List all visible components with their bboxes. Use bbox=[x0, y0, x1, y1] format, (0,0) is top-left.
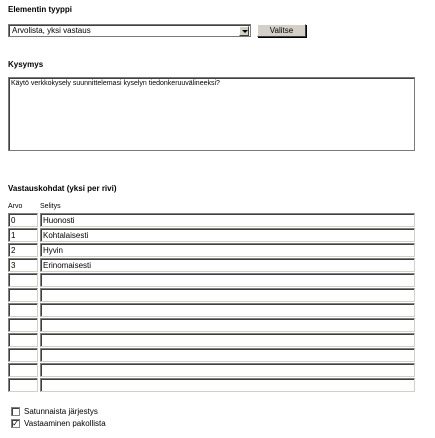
element-type-select[interactable] bbox=[8, 24, 251, 37]
question-textarea[interactable]: Käytö verkkokysely suunnittelemasi kyselyn tiedonkeruuvälineeksi? bbox=[8, 77, 415, 151]
question-title: Kysymys bbox=[8, 60, 44, 69]
answer-description-input[interactable] bbox=[40, 348, 415, 362]
answer-description-input[interactable]: Kohtalaisesti bbox=[40, 228, 415, 242]
answers-title: Vastauskohdat (yksi per rivi) bbox=[8, 184, 117, 193]
element-type-title: Elementin tyyppi bbox=[8, 5, 73, 14]
answer-value-input[interactable]: 3 bbox=[8, 258, 38, 272]
answer-description-input[interactable] bbox=[40, 303, 415, 317]
answer-value-input[interactable] bbox=[8, 348, 38, 362]
answer-value-input[interactable] bbox=[8, 318, 38, 332]
element-type-selected: Arvolista, yksi vastaus bbox=[12, 26, 91, 35]
value-column-header: Arvo bbox=[8, 203, 23, 210]
select-button[interactable]: Valitse bbox=[257, 24, 306, 37]
answer-description-input[interactable] bbox=[40, 333, 415, 347]
answer-description-input[interactable] bbox=[40, 318, 415, 332]
answer-value-input[interactable]: 1 bbox=[8, 228, 38, 242]
answer-description-input[interactable]: Hyvin bbox=[40, 243, 415, 257]
required-checkbox[interactable]: ✓ bbox=[12, 419, 19, 428]
answer-description-input[interactable]: Erinomaisesti bbox=[40, 258, 415, 272]
answer-description-input[interactable] bbox=[40, 273, 415, 287]
required-label: Vastaaminen pakollista bbox=[24, 419, 106, 428]
answer-value-input[interactable]: 0 bbox=[8, 213, 38, 227]
answer-value-input[interactable] bbox=[8, 288, 38, 302]
answer-description-input[interactable] bbox=[40, 363, 415, 377]
answer-description-input[interactable] bbox=[40, 288, 415, 302]
answer-value-input[interactable]: 2 bbox=[8, 243, 38, 257]
answer-description-input[interactable]: Huonosti bbox=[40, 213, 415, 227]
description-column-header: Selitys bbox=[40, 203, 61, 210]
random-order-checkbox[interactable] bbox=[11, 407, 20, 416]
answer-value-input[interactable] bbox=[8, 273, 38, 287]
answer-value-input[interactable] bbox=[8, 303, 38, 317]
answer-description-input[interactable] bbox=[40, 378, 415, 392]
chevron-down-icon[interactable] bbox=[239, 26, 249, 36]
answer-value-input[interactable] bbox=[8, 378, 38, 392]
answer-value-input[interactable] bbox=[8, 333, 38, 347]
answer-value-input[interactable] bbox=[8, 363, 38, 377]
random-order-label: Satunnaista järjestys bbox=[24, 407, 98, 416]
